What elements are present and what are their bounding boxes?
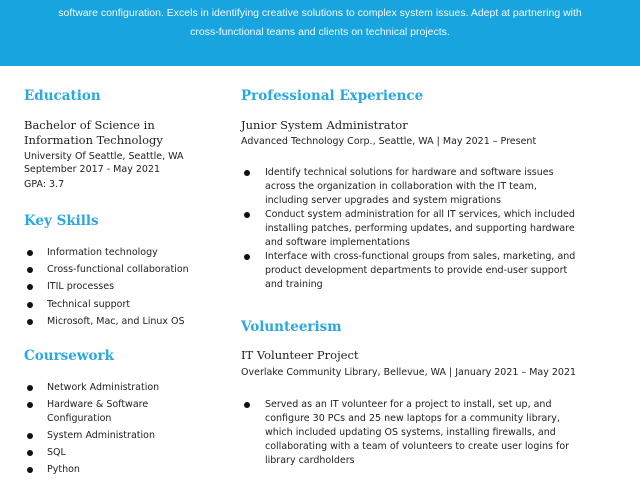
list-item-text: including server upgrades and system migrations (265, 195, 502, 206)
bullet-icon (27, 267, 33, 273)
list-item-text: Interface with cross-functional groups from sales, marketing, and (265, 251, 576, 262)
school: University Of Seattle, Seattle, WA (24, 151, 184, 162)
list-item-text: product development departments to provide end-user support (265, 265, 568, 276)
list-item-text: which included updating OS systems, installing firewalls, and (265, 427, 556, 438)
gpa: GPA: 3.7 (24, 179, 65, 190)
list-item-text: Cross-functional collaboration (47, 264, 189, 275)
list-item-text: ITIL processes (47, 281, 115, 292)
list-item-text: System Administration (47, 430, 155, 441)
list-item-text: collaborating with a team of volunteers to create user logins for (265, 441, 570, 452)
education-heading: Education (24, 88, 101, 104)
bullet-icon (244, 254, 250, 260)
bullet-icon (27, 319, 33, 325)
summary-banner (0, 0, 640, 66)
list-item-text: Information technology (47, 247, 158, 258)
bullet-icon (27, 467, 33, 473)
list-item-text: configure 30 PCs and 25 new laptops for a community library, (265, 413, 560, 424)
list-item-text: Conduct system administration for all IT services, which included (265, 209, 575, 220)
volunteer-heading: Volunteerism (241, 319, 342, 335)
coursework-heading: Coursework (24, 348, 114, 364)
list-item-text: and software implementations (265, 237, 410, 248)
list-item-text: installing patches, performing updates, and supporting hardware (265, 223, 575, 234)
volunteer-title: IT Volunteer Project (241, 348, 359, 362)
bullet-icon (27, 284, 33, 290)
list-item-text: across the organization in collaboration with the IT team, (265, 181, 537, 192)
volunteer-meta: Overlake Community Library, Bellevue, WA | January 2021 – May 2021 (241, 367, 577, 378)
summary-line: cross-functional teams and clients on technical projects. (190, 26, 450, 38)
list-item-text: Network Administration (47, 382, 160, 393)
list-item-text: Microsoft, Mac, and Linux OS (47, 316, 185, 327)
bullet-icon (27, 450, 33, 456)
bullet-icon (244, 170, 250, 176)
list-item-text: library cardholders (265, 455, 355, 466)
list-item-text: Technical support (47, 299, 131, 310)
summary-line: software configuration. Excels in identifying creative solutions to complex system issues. Adept at partnering with (58, 7, 582, 19)
degree: Information Technology (24, 133, 163, 147)
list-item-text: SQL (47, 447, 66, 458)
bullet-icon (27, 402, 33, 408)
bullet-icon (27, 433, 33, 439)
job-meta: Advanced Technology Corp., Seattle, WA | May 2021 – Present (241, 136, 537, 147)
bullet-icon (27, 250, 33, 256)
education-dates: September 2017 - May 2021 (24, 164, 161, 175)
list-item-text: Python (47, 464, 80, 475)
bullet-icon (244, 212, 250, 218)
bullet-icon (27, 385, 33, 391)
key-skills-heading: Key Skills (24, 213, 99, 229)
list-item-text: Identify technical solutions for hardware and software issues (265, 167, 554, 178)
experience-heading: Professional Experience (241, 88, 424, 104)
degree: Bachelor of Science in (24, 118, 155, 132)
bullet-icon (244, 402, 250, 408)
list-item-text: Served as an IT volunteer for a project to install, set up, and (265, 399, 552, 410)
list-item-text: Configuration (47, 413, 112, 424)
bullet-icon (27, 302, 33, 308)
list-item-text: and training (265, 279, 323, 290)
job-title: Junior System Administrator (241, 118, 408, 132)
list-item-text: Hardware & Software (47, 399, 149, 410)
